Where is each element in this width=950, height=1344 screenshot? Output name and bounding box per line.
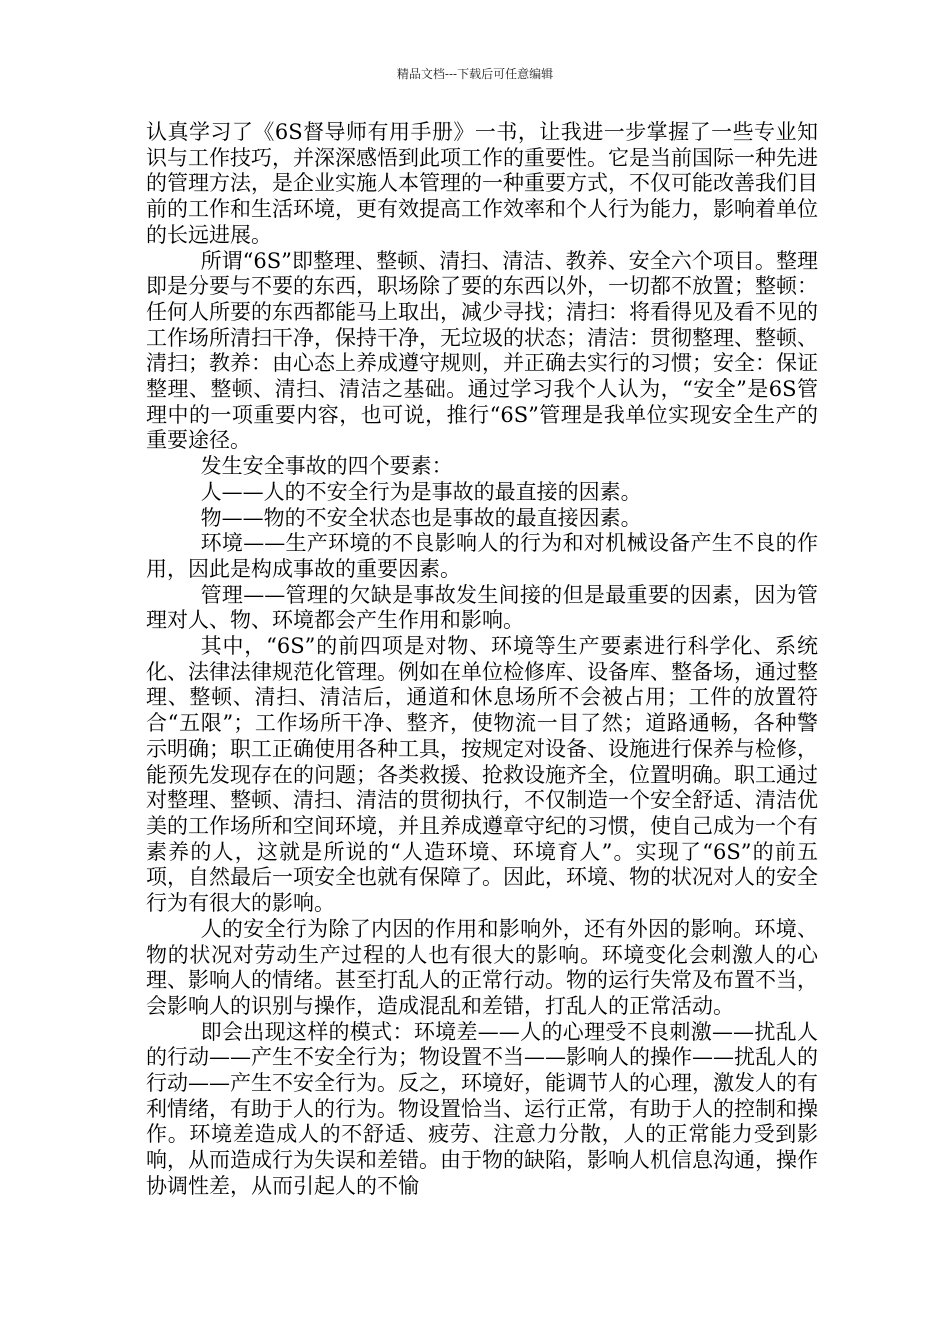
paragraph-behavior-pattern: 即会出现这样的模式：环境差——人的心理受不良刺激——扰乱人的行动——产生不安全行为；物设置不当——影响人的操作——扰乱人的行动——产生不安全行为。反之，环境好，能调节人的心理，激发人的有利情绪，有助于人的行为。物设置恰当、运行正常，有助于人的控制和操作。环境差造成人的不舒适、疲劳、注意力分散，人的正常能力受到影响，从而造成行为失误和差错。由于物的缺陷，影响人机信息沟通，操作协调性差，从而引起人的不愉 — [146, 1019, 818, 1198]
document-body — [146, 120, 818, 1200]
paragraph-four-factors-heading: 发生安全事故的四个要素： — [200, 454, 453, 479]
paragraph-intro: 认真学习了《6S督导师有用手册》一书，让我进一步掌握了一些专业知识与工作技巧，并深深感悟到此项工作的重要性。它是当前国际一种先进的管理方法，是企业实施人本管理的一种重要方式，不仅可能改善我们目前的工作和生活环境，更有效提高工作效率和个人行为能力，影响着单位的长远进展。 — [146, 120, 818, 247]
paragraph-factor-person: 人——人的不安全行为是事故的最直接的因素。 — [200, 479, 642, 504]
paragraph-factor-environment: 环境——生产环境的不良影响人的行为和对机械设备产生不良的作用，因此是构成事故的重要因素。 — [146, 531, 818, 581]
paragraph-factor-object: 物——物的不安全状态也是事故的最直接因素。 — [200, 505, 642, 530]
page-header: 精品文档---下载后可任意编辑 — [396, 67, 554, 81]
paragraph-factor-management: 管理——管理的欠缺是事故发生间接的但是最重要的因素，因为管理对人、物、环境都会产生作用和影响。 — [146, 582, 818, 633]
paragraph-6s-definition: 所谓“6S”即整理、整顿、清扫、清洁、教养、安全六个项目。整理即是分要与不要的东西，职场除了要的东西以外，一切都不放置；整顿：任何人所要的东西都能马上取出，减少寻找；清扫：将看得见及看不见的工作场所清扫干净，保持干净，无垃圾的状态；清洁：贯彻整理、整顿、清扫；教养：由心态上养成遵守规则，并正确去实行的习惯；安全：保证整理、整顿、清扫、清洁之基础。通过学习我个人认为，“安全”是6S管理中的一项重要内容，也可说，推行“6S”管理是我单位实现安全生产的重要途径。 — [146, 248, 818, 453]
paragraph-external-factors: 人的安全行为除了内因的作用和影响外，还有外因的影响。环境、物的状况对劳动生产过程的人也有很大的影响。环境变化会刺激人的心理、影响人的情绪。甚至打乱人的正常行动。物的运行失常及布置不当，会影响人的识别与操作，造成混乱和差错，打乱人的正常活动。 — [146, 916, 818, 1018]
paragraph-first-four-items: 其中，“6S”的前四项是对物、环境等生产要素进行科学化、系统化、法律法律规范化管理。例如在单位检修库、设备库、整备场，通过整理、整顿、清扫、清洁后，通道和休息场所不会被占用；工件的放置符合“五限”；工作场所干净、整齐，使物流一目了然；道路通畅，各种警示明确；职工正确使用各种工具，按规定对设备、设施进行保养与检修，能预先发现存在的问题；各类救援、抢救设施齐全，位置明确。职工通过对整理、整顿、清扫、清洁的贯彻执行，不仅制造一个安全舒适、清洁优美的工作场所和空间环境，并且养成遵章守纪的习惯，使自己成为一个有素养的人，这就是所说的“人造环境、环境育人”。实现了“6S”的前五项，自然最后一项安全也就有保障了。因此，环境、物的状况对人的安全行为有很大的影响。 — [146, 634, 818, 916]
